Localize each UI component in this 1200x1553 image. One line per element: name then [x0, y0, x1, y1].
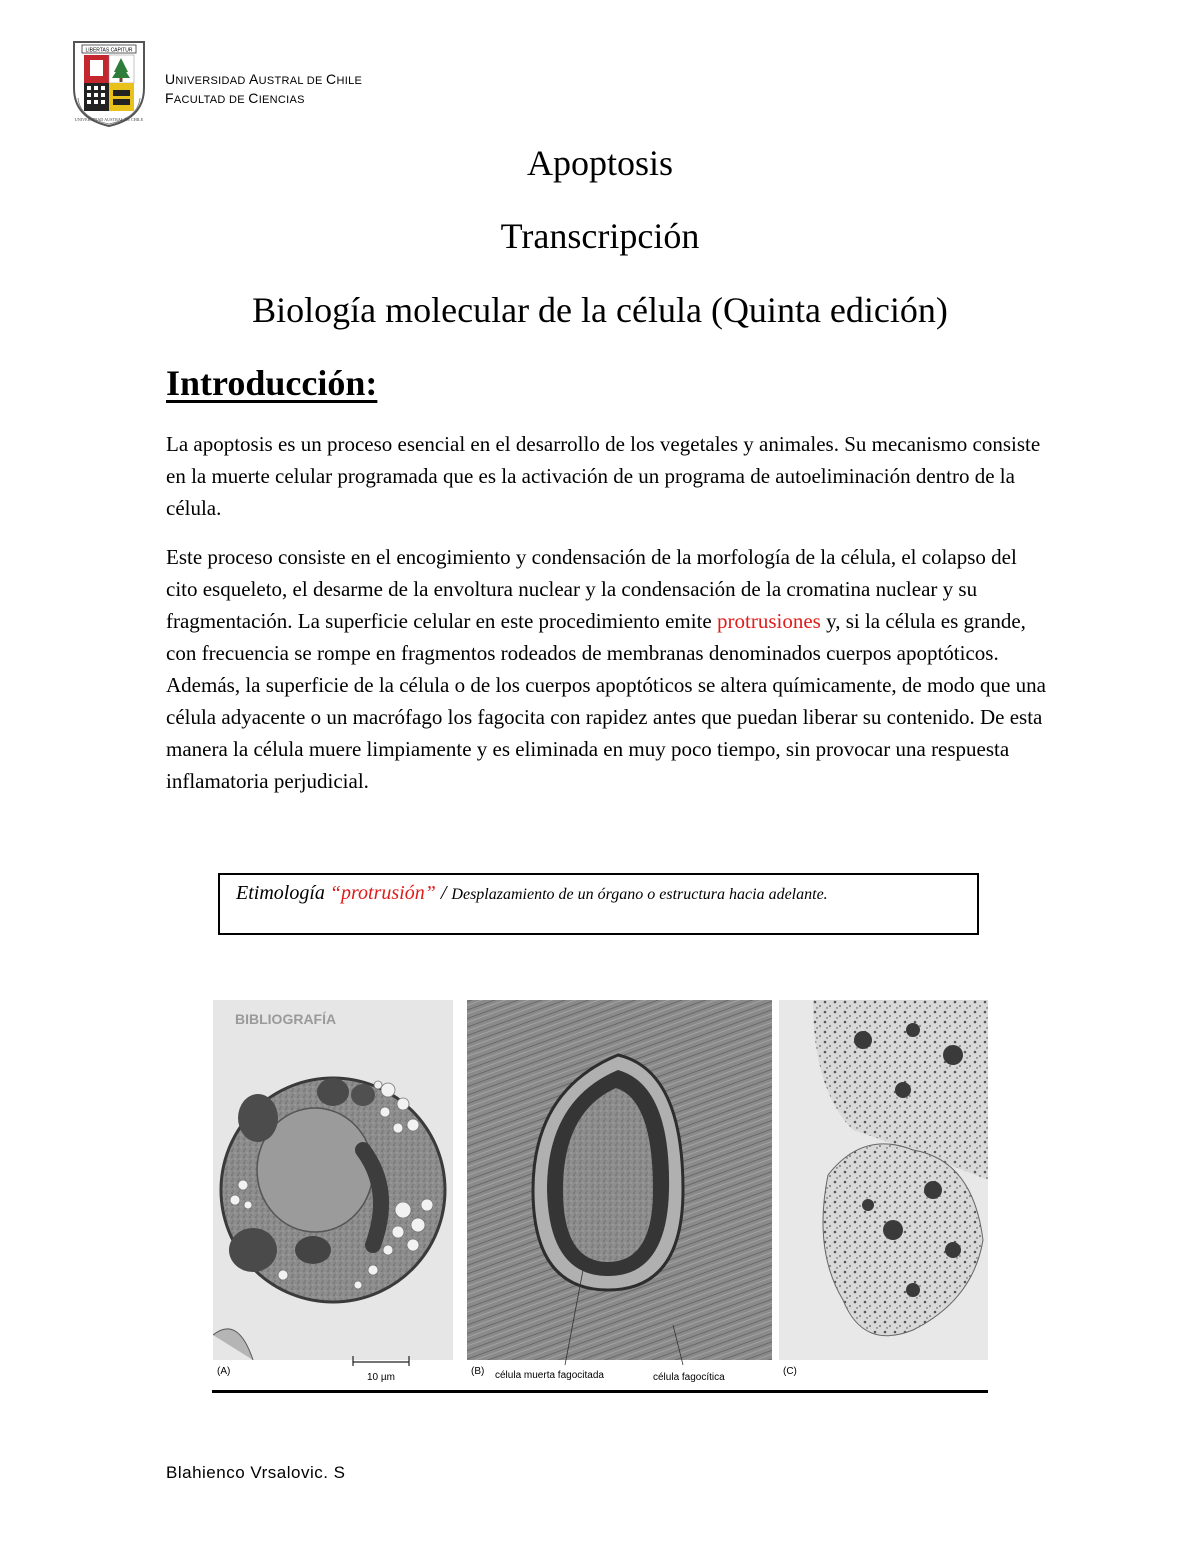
- university-crest-logo: [70, 38, 148, 128]
- footer-author: Blahienco Vrsalovic. S: [166, 1463, 346, 1482]
- figure-watermark: BIBLIOGRAFÍA: [235, 1011, 337, 1027]
- uni-rest-3: HILE: [336, 75, 363, 87]
- etymology-box: [218, 873, 979, 935]
- micrograph-panel-c: [779, 1000, 988, 1377]
- figure-bottom-rule: [212, 1390, 988, 1393]
- uni-initial-3: C: [326, 71, 337, 87]
- etymology-separator: /: [435, 882, 452, 904]
- etymology-definition: Desplazamiento de un órgano o estructura hacia adelante.: [451, 886, 828, 903]
- intro-paragraph-1: La apoptosis es un proceso esencial en el desarrollo de los vegetales y animales. Su mecanismo consiste en la muerte celular programada que es la activación de un programa de autoeliminación dentro de la célula.: [166, 432, 1041, 520]
- micrograph-panel-a: [213, 1000, 453, 1383]
- panel-a-label: (A): [217, 1366, 231, 1377]
- panel-c-label: (C): [783, 1366, 797, 1377]
- etymology-label: Etimología: [236, 882, 330, 904]
- etymology-text: [236, 882, 828, 905]
- highlight-protrusiones: protrusiones: [717, 609, 821, 633]
- panel-b-label: (B): [471, 1366, 485, 1377]
- uni-rest-1: NIVERSIDAD: [175, 75, 250, 87]
- label-phagocyte: célula fagocítica: [653, 1372, 725, 1383]
- uni-initial-2: A: [249, 71, 259, 87]
- university-name: [165, 71, 362, 87]
- label-dead-cell: célula muerta fagocitada: [495, 1370, 604, 1381]
- etymology-term: “protrusión”: [329, 882, 436, 904]
- fac-initial-1: F: [165, 90, 174, 106]
- paragraph-2-text-after: y, si la célula es grande, con frecuencia se rompe en fragmentos rodeados de membranas denominados cuerpos apoptóticos. Además, la superficie de la célula o de los cuerpos apoptóticos se altera químicamente, de modo que una célula adyacente o un macrófago los fagocita con rapidez antes que puedan liberar su contenido. De esta manera la célula muere limpiamente y es eliminada en muy poco tiempo, sin provocar una respuesta inflamatoria perjudicial.: [166, 609, 1046, 793]
- crest-motto: LIBERTAS CAPITUR: [85, 47, 133, 54]
- uni-initial-1: U: [165, 71, 176, 87]
- document-title: Apoptosis: [526, 143, 674, 183]
- crest-ring-text: UNIVERSIDAD AUSTRAL DE CHILE: [74, 117, 144, 122]
- fac-rest-2: IENCIAS: [258, 94, 305, 106]
- fac-rest-1: ACULTAD DE: [173, 94, 249, 106]
- document-source: Biología molecular de la célula (Quinta edición): [252, 290, 948, 330]
- section-heading-introduccion: Introducción:: [166, 363, 378, 403]
- apoptosis-micrographs-figure: [213, 1000, 988, 1390]
- intro-paragraph-2: [166, 541, 1046, 797]
- uni-rest-2: USTRAL DE: [258, 75, 327, 87]
- scale-bar-label: 10 µm: [367, 1372, 395, 1383]
- fac-initial-2: C: [248, 90, 259, 106]
- document-subtitle: Transcripción: [500, 216, 700, 256]
- micrograph-panel-b: [467, 1000, 772, 1383]
- faculty-name: [165, 90, 305, 106]
- paragraph-2-text-before: Este proceso consiste en el encogimiento y condensación de la morfología de la célula, el colapso del cito esqueleto, el desarme de la envoltura nuclear y la condensación de la cromatina nuclear y su fragmentación. La superficie celular en este procedimiento emite: [166, 545, 1017, 633]
